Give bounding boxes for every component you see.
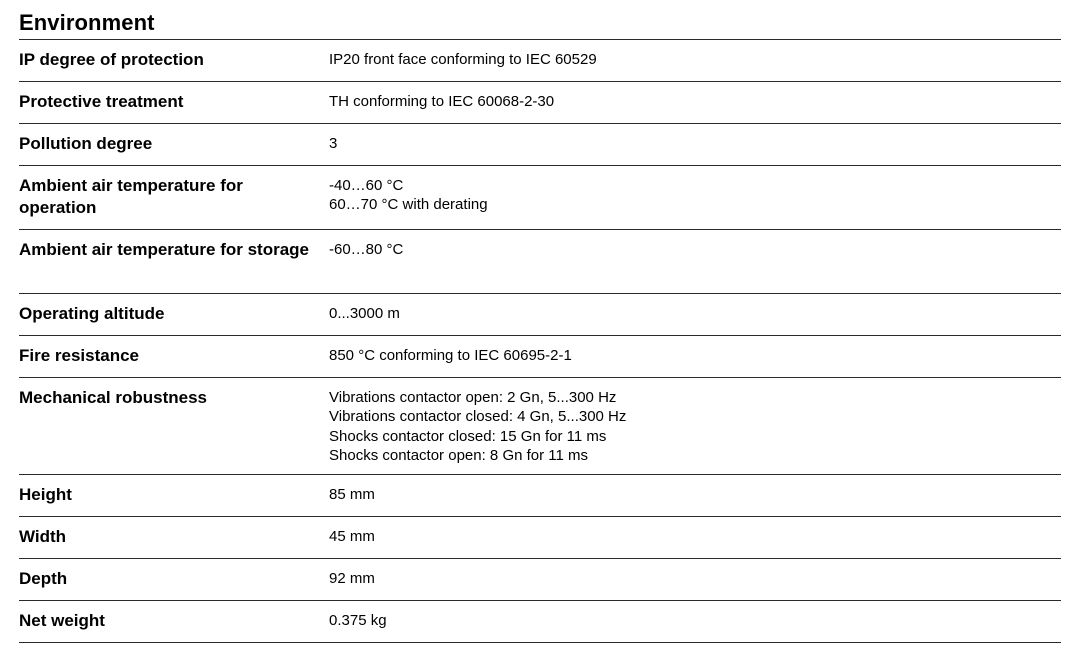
spec-row-operating-temperature: [19, 166, 1061, 230]
spec-label: Protective treatment: [19, 92, 184, 111]
spec-label: Operating altitude: [19, 304, 165, 323]
spec-label: Pollution degree: [19, 134, 153, 153]
spec-label: Mechanical robustness: [19, 388, 208, 407]
spec-value: 0.375 kg: [329, 612, 387, 629]
spec-value: -40…60 °C: [329, 177, 404, 194]
spec-values: [329, 517, 375, 558]
spec-row-height: [19, 475, 1061, 517]
spec-row-mechanical-robustness: [19, 378, 1061, 475]
spec-values: [329, 294, 400, 335]
spec-values: [329, 166, 488, 229]
spec-values: [329, 601, 387, 642]
spec-value: 3: [329, 135, 338, 152]
environment-section: [19, 0, 1061, 643]
spec-row-fire-resistance: [19, 336, 1061, 378]
spec-row-storage-temperature: [19, 230, 1061, 294]
spec-row-ip-degree: [19, 40, 1061, 82]
spec-values: [329, 230, 403, 293]
spec-value: Vibrations contactor open: 2 Gn, 5...300 Hz: [329, 389, 617, 406]
spec-value: Shocks contactor closed: 15 Gn for 11 ms: [329, 427, 607, 445]
spec-value: Shocks contactor open: 8 Gn for 11 ms: [329, 447, 589, 465]
spec-values: [329, 559, 375, 600]
spec-values: [329, 82, 554, 123]
spec-label: Fire resistance: [19, 346, 140, 365]
spec-value: 85 mm: [329, 486, 375, 503]
spec-label: Depth: [19, 569, 68, 588]
spec-values: [329, 336, 572, 377]
spec-row-depth: [19, 559, 1061, 601]
spec-label: Ambient air temperature for operation: [19, 176, 243, 217]
spec-label: Height: [19, 485, 72, 504]
spec-label: Ambient air temperature for storage: [19, 240, 310, 259]
spec-values: [329, 40, 597, 81]
spec-value: 92 mm: [329, 570, 375, 587]
spec-row-operating-altitude: [19, 294, 1061, 336]
spec-row-protective-treatment: [19, 82, 1061, 124]
spec-value: TH conforming to IEC 60068-2-30: [329, 93, 555, 110]
spec-label: Width: [19, 527, 67, 546]
spec-row-width: [19, 517, 1061, 559]
spec-value: IP20 front face conforming to IEC 60529: [329, 51, 597, 68]
spec-value: 60…70 °C with derating: [329, 196, 488, 214]
spec-values: [329, 124, 337, 165]
spec-value: 45 mm: [329, 528, 375, 545]
spec-value: 850 °C conforming to IEC 60695-2-1: [329, 347, 572, 364]
spec-values: [329, 475, 375, 516]
spec-row-net-weight: [19, 601, 1061, 643]
spec-row-pollution-degree: [19, 124, 1061, 166]
section-title: Environment: [19, 0, 1061, 40]
spec-values: [329, 378, 626, 474]
spec-value: -60…80 °C: [329, 241, 404, 258]
spec-label: Net weight: [19, 611, 105, 630]
spec-label: IP degree of protection: [19, 50, 204, 69]
spec-value: Vibrations contactor closed: 4 Gn, 5...300 Hz: [329, 408, 627, 426]
spec-value: 0...3000 m: [329, 305, 400, 322]
